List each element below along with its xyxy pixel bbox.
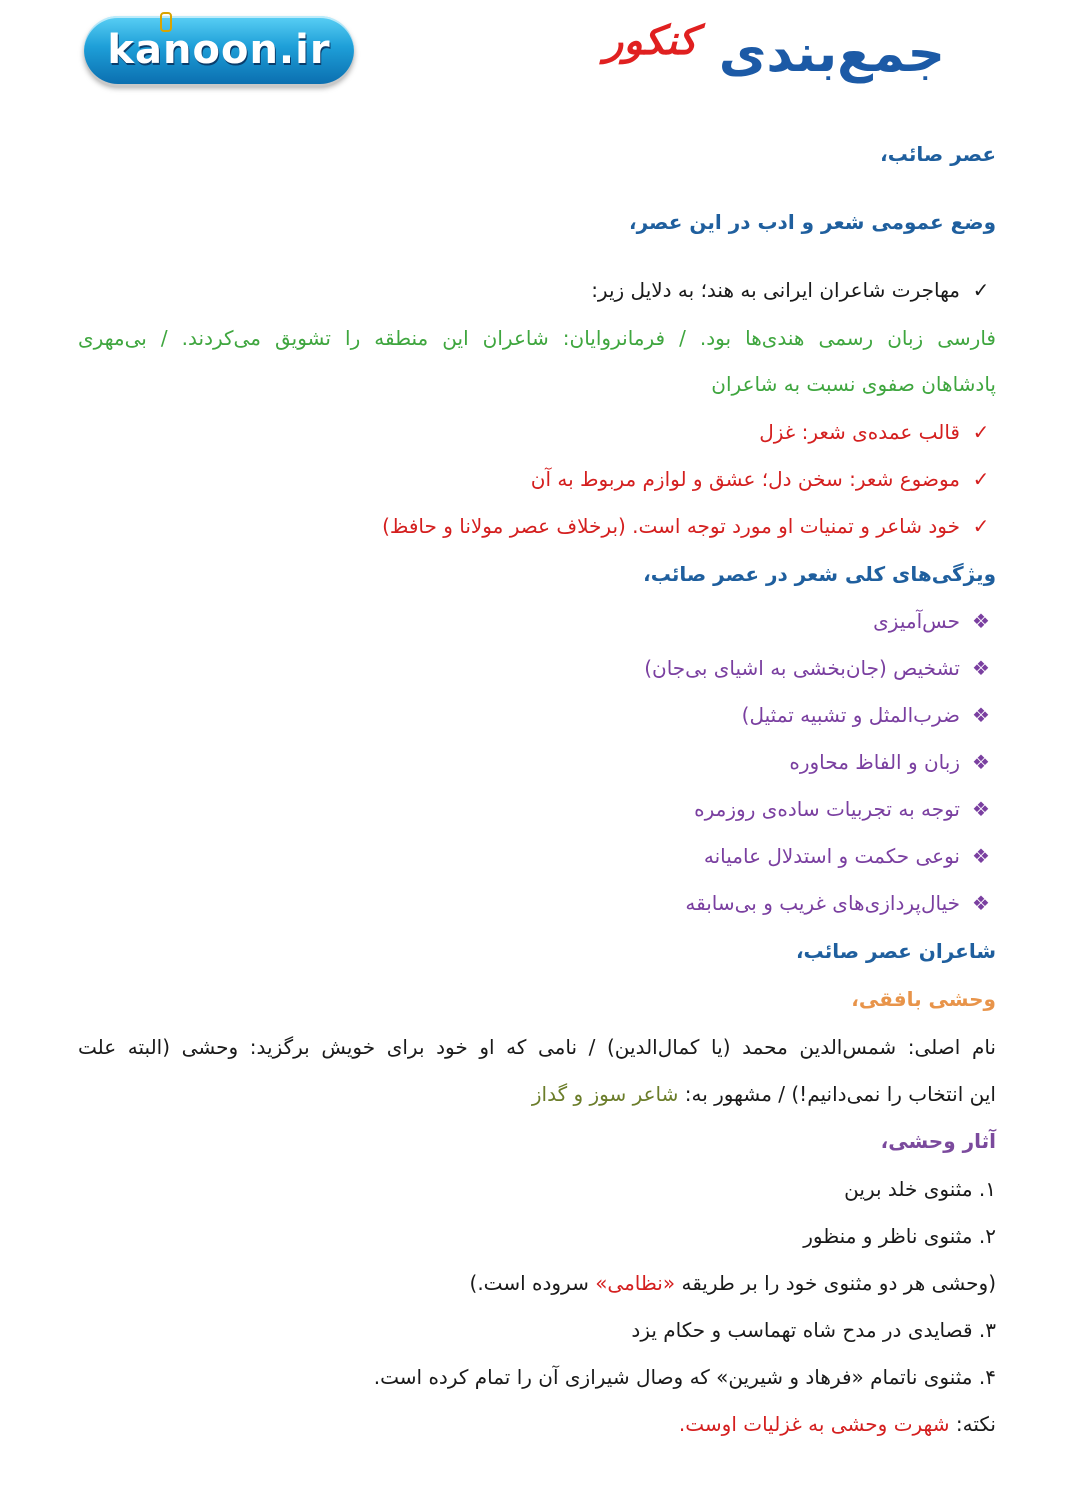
name-line-2: [532, 1082, 996, 1106]
diamond-icon: ❖: [972, 750, 990, 774]
note-line: [470, 1271, 996, 1295]
feature-item: [685, 891, 996, 915]
feature-item: [704, 844, 996, 868]
reasons-line-2: پادشاهان صفوی نسبت به شاعران: [711, 372, 996, 396]
diamond-icon: ❖: [972, 891, 990, 915]
features-title: ویژگی‌های کلی شعر در عصر صائب،: [643, 562, 996, 586]
feature-text: حس‌آمیزی: [873, 609, 960, 633]
name-line-1: نام اصلی: شمس‌الدین محمد (یا کمال‌الدین) / نامی که او خود برای خویش برگزید: وحشی (البته علت: [78, 1035, 996, 1059]
feature-item: [789, 750, 996, 774]
feature-item: [644, 656, 996, 680]
feature-text: تشخیص (جان‌بخشی به اشیای بی‌جان): [644, 656, 960, 680]
migration-text: مهاجرت شاعران ایرانی به هند؛ به دلایل زیر:: [591, 278, 960, 302]
tip-line: [679, 1412, 996, 1436]
tip-text: شهرت وحشی به غزلیات اوست.: [678, 1412, 950, 1436]
work-item-1: ۱. مثنوی خلد برین: [844, 1177, 996, 1201]
era-title: عصر صائب،: [880, 142, 996, 166]
general-title: وضع عمومی شعر و ادب در این عصر،: [629, 210, 996, 234]
note-text-c: سروده است.): [469, 1271, 589, 1295]
diamond-icon: ❖: [972, 656, 990, 680]
diamond-icon: ❖: [972, 609, 990, 633]
feature-item: [873, 609, 996, 633]
konkur-logo-accent: کنکور: [604, 18, 698, 64]
feature-text: توجه به تجربیات ساده‌ی روزمره: [694, 797, 960, 821]
vahshi-epithet: شاعر سوز و گداز: [531, 1082, 679, 1106]
feature-text: نوعی حکمت و استدلال عامیانه: [703, 844, 960, 868]
reasons-line-1: فارسی زبان رسمی هندی‌ها بود. / فرمانروایان: شاعران این منطقه را تشویق می‌کردند. / بی‌مهری: [78, 326, 996, 350]
check-icon: ✓: [972, 278, 990, 302]
diamond-icon: ❖: [972, 844, 990, 868]
name-line-2-text: این انتخاب را نمی‌دانیم!) / مشهور به:: [684, 1082, 996, 1106]
form-item: [759, 420, 996, 444]
works-title: آثار وحشی،: [880, 1129, 996, 1153]
self-item: [382, 514, 996, 538]
check-icon: ✓: [972, 467, 990, 491]
kanoon-logo[interactable]: [84, 16, 354, 84]
work-item-4: ۴. مثنوی ناتمام «فرهاد و شیرین» که وصال شیرازی آن را تمام کرده است.: [373, 1365, 996, 1389]
note-text-a: (وحشی هر دو مثنوی خود را بر طریقه: [681, 1271, 996, 1295]
diamond-icon: ❖: [972, 703, 990, 727]
diamond-icon: ❖: [972, 797, 990, 821]
nezami-highlight: «نظامی»: [595, 1271, 676, 1295]
work-item-3: ۳. قصایدی در مدح شاه تهماسب و حکام یزد: [631, 1318, 996, 1342]
konkur-logo-main: جمع‌بندی: [718, 24, 945, 84]
subject-text: موضوع شعر: سخن دل؛ عشق و لوازم مربوط به آن: [530, 467, 960, 491]
self-text: خود شاعر و تمنیات او مورد توجه است. (برخلاف عصر مولانا و حافظ): [382, 514, 960, 538]
subject-item: [531, 467, 996, 491]
feature-text: زبان و الفاظ محاوره: [789, 750, 960, 774]
paperclip-icon: [160, 12, 172, 32]
page-header: [0, 0, 1073, 110]
migration-item: [591, 278, 996, 302]
feature-item: [694, 797, 996, 821]
work-item-2: ۲. مثنوی ناظر و منظور: [803, 1224, 996, 1248]
poets-title: شاعران عصر صائب،: [795, 939, 996, 963]
feature-text: ضرب‌المثل و تشبیه تمثیل): [741, 703, 960, 727]
feature-text: خیال‌پردازی‌های غریب و بی‌سابقه: [685, 891, 960, 915]
kanoon-logo-text: kanoon.ir: [107, 27, 331, 73]
check-icon: ✓: [972, 514, 990, 538]
form-text: قالب عمده‌ی شعر: غزل: [759, 420, 960, 444]
check-icon: ✓: [972, 420, 990, 444]
vahshi-title: وحشی بافقی،: [851, 987, 996, 1011]
konkur-logo: [600, 18, 945, 98]
tip-label: نکته:: [955, 1412, 996, 1436]
feature-item: [742, 703, 996, 727]
